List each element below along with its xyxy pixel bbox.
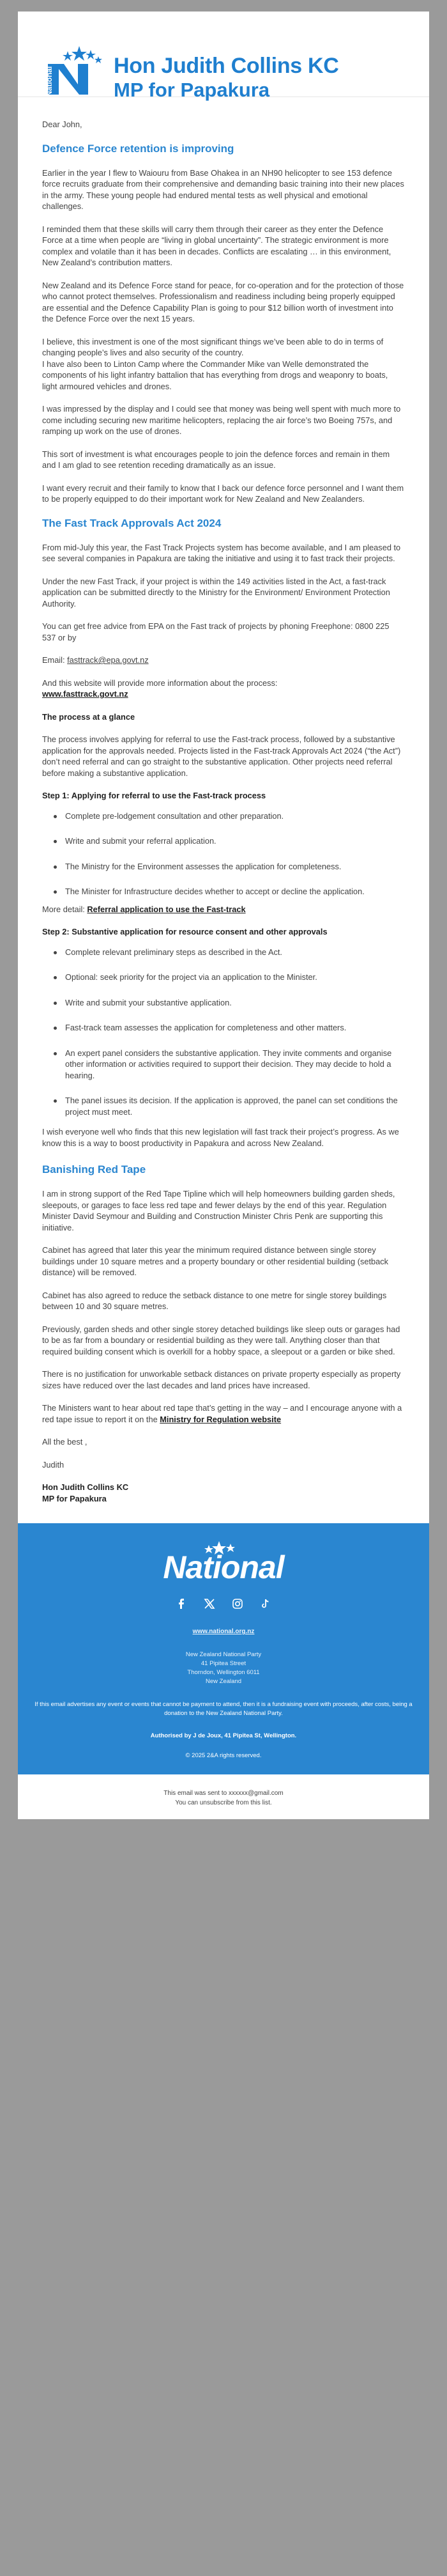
logo-vertical-text: National xyxy=(45,66,54,97)
list-item: The Minister for Infrastructure decides whether to accept or decline the application. xyxy=(42,886,405,897)
paragraph: Under the new Fast Track, if your project is within the 149 activities listed in the Act, a fast-track application can be submitted directly to the Ministry for the Environment/ Environment Protection Authority. xyxy=(42,576,390,609)
list-item: Write and submit your referral application. xyxy=(42,835,405,847)
referral-application-link[interactable]: Referral application to use the Fast-track xyxy=(87,904,246,914)
fundraising-note: If this email advertises any event or events that cannot be payment to attend, then it is a fundraising event with proceeds, after costs, being a donation to the New Zealand National Party. xyxy=(34,1701,413,1717)
mp-role: MP for Papakura xyxy=(114,79,270,101)
unsubscribe-link[interactable]: You can unsubscribe from this list. xyxy=(175,1799,272,1806)
section-heading-defence: Defence Force retention is improving xyxy=(42,142,234,155)
paragraph-text: The Ministers want to hear about red tape that’s getting in the way – and I encourage anyone with a red tape issue to report it on the xyxy=(42,1403,402,1424)
list-item: Fast-track team assesses the application for completeness and other matters. xyxy=(42,1022,405,1034)
paragraph: From mid-July this year, the Fast Track Projects system has become available, and I am pleased to see several companies in Papakura are taking the initiative and using it to fast track their projects. xyxy=(42,542,401,563)
more-detail-line xyxy=(42,904,405,915)
step1-list xyxy=(42,811,405,897)
tiktok-icon[interactable] xyxy=(259,1597,273,1611)
sent-to-notice: This email was sent to xxxxxx@gmail.com xyxy=(163,1790,284,1797)
list-item: Complete relevant preliminary steps as described in the Act. xyxy=(42,947,405,958)
paragraph: The process involves applying for referral to use the Fast-track process, followed by a substantive application for the approvals needed. Projects listed in the Fast-track Approvals Act 2024 (“the Act”) don’t need referral and can go straight to the substantive application. Other projects need referral before making a substantive application. xyxy=(42,734,401,778)
email-card xyxy=(18,12,429,1819)
paragraph: I want every recruit and their family to know that I back our defence force personnel and I want them to be properly equipped to do their important work for New Zealand and New Zealanders. xyxy=(42,483,404,504)
paragraph: I reminded them that these skills will carry them through their career as they enter the Defence Force at a time when people are “living in global uncertainty”. The strategic environment is more complex and volatile than it has been in decades. Conflicts are escalating … in this environment, New Zealand’s contribution matters. xyxy=(42,224,391,267)
address-line: New Zealand National Party xyxy=(185,1651,262,1658)
list-item: The panel issues its decision. If the application is approved, the panel can set conditions the project must meet. xyxy=(42,1095,405,1117)
paragraph: I am in strong support of the Red Tape Tipline which will help homeowners building garden sheds, sleepouts, or garages to face less red tape and fewer delays by the end of this year. Regulation Minister David Seymour and Building and Construction Minister Chris Penk are supporting this initiative. xyxy=(42,1189,395,1232)
social-icons xyxy=(31,1597,416,1611)
paragraph: You can get free advice from EPA on the Fast track of projects by phoning Freephone: 0800 225 537 or by xyxy=(42,621,390,642)
address-line: Thorndon, Wellington 6011 xyxy=(187,1669,260,1676)
epa-email-link[interactable]: fasttrack@epa.govt.nz xyxy=(67,655,149,665)
paragraph: Cabinet has also agreed to reduce the setback distance to one metre for single storey buildings between 10 and 30 square metres. xyxy=(42,1290,387,1311)
sign-title-name: Hon Judith Collins KC xyxy=(42,1482,129,1492)
footer xyxy=(18,1523,429,1774)
paragraph: I believe, this investment is one of the most significant things we’ve been able to do in terms of changing people’s lives and also security of the country. I have also been to Linton Camp where the Commander Mike van Welle demonstrated the components of his light infantry battalion that has everything from drogs and weaponry to boats, light armoured vehicles and drones. xyxy=(42,336,388,391)
section-heading-fasttrack: The Fast Track Approvals Act 2024 xyxy=(42,516,222,529)
facebook-icon[interactable] xyxy=(174,1597,188,1611)
paragraph: Previously, garden sheds and other single storey detached buildings like sleep outs or garages had to be as far from a boundary or residential building as they were tall. Anything closer than that required building consent which is overkill for a hobby space, a sleepout or a garden or bike shed. xyxy=(42,1324,400,1356)
footer-national-logo xyxy=(150,1540,297,1585)
fasttrack-website-link[interactable]: www.fasttrack.govt.nz xyxy=(42,689,128,699)
paragraph: Cabinet has agreed that later this year the minimum required distance between single storey buildings under 10 square metres and a property boundary or other residential building (setback distance) will be removed. xyxy=(42,1245,389,1277)
paragraph xyxy=(42,1402,405,1425)
signature-name: Judith xyxy=(42,1459,64,1470)
email-label: Email: xyxy=(42,655,68,665)
signoff: All the best , xyxy=(42,1437,87,1447)
paragraph: This sort of investment is what encourages people to join the defence forces and remain in them and I am glad to see retention receding dramatically as an issue. xyxy=(42,449,390,470)
list-item: The Ministry for the Environment assesses the application for completeness. xyxy=(42,861,405,873)
mp-name-block xyxy=(114,54,339,102)
instagram-icon[interactable] xyxy=(231,1597,245,1611)
sign-title-role: MP for Papakura xyxy=(42,1493,107,1503)
party-address xyxy=(31,1650,416,1686)
paragraph: Earlier in the year I flew to Waiouru from Base Ohakea in an NH90 helicopter to see 153 defence force recruits graduate from their comprehensive and demanding basic training into their new places in the army. These young people had endured mental tests as well physical and emotional challenges. xyxy=(42,167,404,211)
list-item: An expert panel considers the substantive application. They invite comments and organise other information or activities required to support their decision. They may decide to hold a hearing. xyxy=(42,1048,405,1082)
list-item: Complete pre-lodgement consultation and other preparation. xyxy=(42,811,405,822)
list-item: Optional: seek priority for the project via an application to the Minister. xyxy=(42,972,405,983)
address-line: New Zealand xyxy=(206,1678,241,1685)
mp-name: Hon Judith Collins KC xyxy=(114,54,339,78)
authorisation-statement: Authorised by J de Joux, 41 Pipitea St, Wellington. xyxy=(150,1732,297,1739)
copyright: © 2025 2&A rights reserved. xyxy=(185,1752,262,1759)
section-heading-redtape: Banishing Red Tape xyxy=(42,1163,146,1175)
subheading-step2: Step 2: Substantive application for resource consent and other approvals xyxy=(42,927,328,936)
subheading-process-glance: The process at a glance xyxy=(42,711,135,722)
paragraph: There is no justification for unworkable setback distances on private property especially as property sizes have reduced over the last decades and land prices have increased. xyxy=(42,1369,401,1390)
email-line xyxy=(42,655,405,666)
ministry-regulation-link[interactable]: Ministry for Regulation website xyxy=(160,1414,282,1424)
x-icon[interactable] xyxy=(202,1597,216,1611)
website-line xyxy=(42,678,405,700)
list-item: Write and submit your substantive application. xyxy=(42,997,405,1009)
national-website-link[interactable]: www.national.org.nz xyxy=(192,1628,255,1635)
greeting: Dear John, xyxy=(42,120,82,129)
letter-body xyxy=(18,97,429,1504)
paragraph: I was impressed by the display and I could see that money was being well spent with much more to come including securing new maritime helicopters, replacing the air force’s two Boeing 757s, and ramping up work on the use of drones. xyxy=(42,404,401,436)
paragraph: New Zealand and its Defence Force stand for peace, for co-operation and for the protection of those who cannot protect themselves. Professionalism and readiness including being properly equipped are essential and the Defence Capability Plan is going to pour $12 billion worth of investment into the Defence Force over the next 15 years. xyxy=(42,280,404,323)
address-line: 41 Pipitea Street xyxy=(201,1660,246,1667)
paragraph: And this website will provide more information about the process: xyxy=(42,678,278,688)
paragraph: I wish everyone well who finds that this new legislation will fast track their project’s progress. As we know this is a way to boost productivity in Papakura and across New Zealand. xyxy=(42,1127,399,1148)
subheading-step1: Step 1: Applying for referral to use the Fast-track process xyxy=(42,791,266,800)
national-logo xyxy=(46,45,103,99)
more-detail-label: More detail: xyxy=(42,904,87,914)
footer-logo-text: National xyxy=(163,1549,284,1585)
step2-list xyxy=(42,947,405,1118)
email-postscript xyxy=(18,1774,429,1819)
masthead xyxy=(18,12,429,101)
